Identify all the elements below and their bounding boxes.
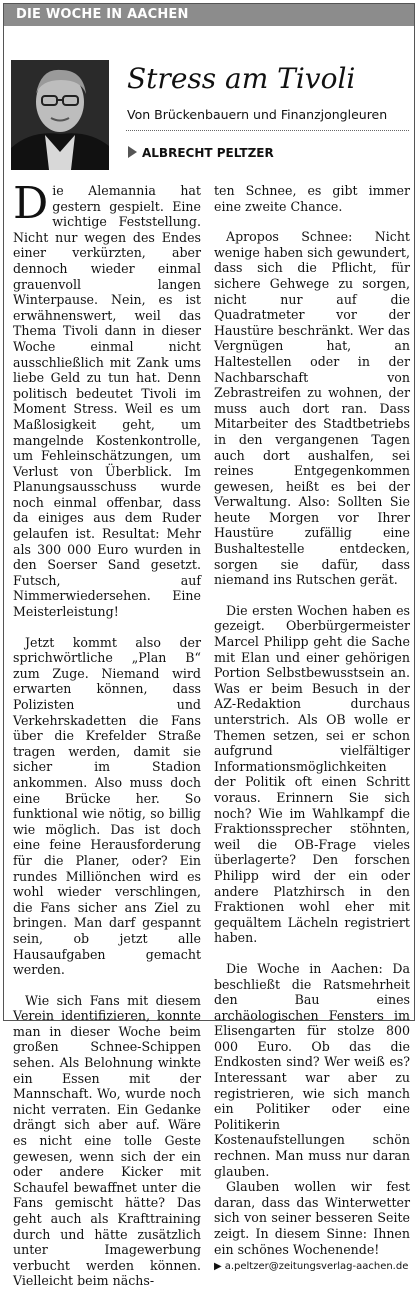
paragraph: ten Schnee, es gibt immer eine zweite Chance. (214, 183, 410, 214)
paragraph: Apropos Schnee: Nicht wenige haben sich gewundert, dass sich die Pflicht, für sichere Gehwege zu sorgen, nicht nur auf die Quadratmeter vor der Haustüre beschränkt. Wer das Vergnügen hat, an Haltestellen oder in der Nachbarschaft von Zebrastreifen zu wohnen, der muss auch dort ran. Dass Mitarbeiter des Stadtbetriebs in den vergangenen Tagen auch dort aushalfen, sei reines Entgegenkommen gewesen, heißt es bei der Verwaltung. Also: Sollten Sie heute Morgen vor Ihrer Haustüre zufällig eine Bushaltestelle entdecken, sorgen sie dafür, dass niemand ins Rutschen gerät. (214, 229, 410, 588)
drop-cap: D (13, 178, 49, 229)
author-byline (128, 146, 274, 160)
paragraph: Jetzt kommt also der sprichwörtliche „Plan B“ zum Zuge. Niemand wird erwarten können, dass Polizisten und Verkehrskadetten die Fans über die Krefelder Straße tragen werden, damit sie sicher im Stadion ankommen. Also muss doch eine Brücke her. So funktional wie nötig, so billig wie möglich. Das ist doch eine feine Herausforderung für die Planer, oder? Ein rundes Milliönchen wird es wohl wieder verschlingen, die Fans sicher ans Ziel zu bringen. Man darf gespannt sein, ob jetzt alle Hausaufgaben gemacht werden. (13, 634, 201, 978)
column-left (13, 178, 201, 1289)
author-email[interactable]: ▶ a.peltzer@zeitungsverlag-aachen.de (214, 1261, 409, 1273)
column-right (214, 183, 410, 1275)
section-banner (4, 4, 414, 26)
arrow-icon: ▶ (214, 1261, 222, 1273)
paragraph: Glauben wollen wir fest daran, dass das Winterwetter sich von seiner besseren Seite zeigt. In diesem Sinne: Ihnen ein schönes Wochenende! (214, 1179, 410, 1257)
divider (126, 130, 409, 131)
paragraph: Die Woche in Aachen: Da beschließt die Ratsmehrheit den Bau eines archäologischen Fensters im Elisengarten für stolze 800 000 Euro. Ob das die Endkosten sind? Wer weiß es? Interessant war aber zu registrieren, wie sich manch ein Politiker oder eine Politikerin Kostenaufstellungen schön rechnen. Man muss nur daran glauben. (214, 960, 410, 1179)
author-photo (11, 60, 109, 170)
article-title: Stress am Tivoli (127, 62, 356, 95)
section-title: DIE WOCHE IN AACHEN (16, 7, 189, 22)
paragraph: Die Alemannia hat gestern gespielt. Eine wichtige Feststellung. Nicht nur wegen des Endes einer verkürzten, aber dennoch wieder einmal grauenvoll langen Winterpause. Nein, es ist erwähnenswert, weil das Thema Tivoli dann in dieser Woche einmal nicht ausschließlich mit Zank ums liebe Geld zu tun hat. Denn politisch bedeutet Tivoli im Moment Stress. Weil es um Maßlosigkeit geht, um mangelnde Kostenkontrolle, um Fehleinschätzungen, um Verlust von Überblick. Im Planungsausschuss wurde noch einmal offenbar, dass da einiges aus dem Ruder gelaufen ist. Resultat: Mehr als 300 000 Euro wurden in den Soerser Sand gesetzt. Futsch, auf Nimmerwiedersehen. Eine Meisterleistung! (13, 178, 201, 620)
author-name: ALBRECHT PELTZER (142, 146, 274, 160)
paragraph: Wie sich Fans mit diesem Verein identifizieren, konnte man in dieser Woche beim großen Schnee-Schippen sehen. Als Belohnung winkte ein Essen mit der Mannschaft. Wo, wurde noch nicht verraten. Ein Gedanke drängt sich aber auf. Wäre es nicht eine tolle Geste gewesen, wenn sich der ein oder andere Kicker mit Schaufel bewaffnet unter die Fans gemischt hätte? Das geht auch als Krafttraining durch und hätte zusätzlich unter Imagewerbung verbucht werden können. Vielleicht beim nächs- (13, 992, 201, 1289)
triangle-icon (128, 146, 137, 158)
paragraph: Die ersten Wochen haben es gezeigt. Oberbürgermeister Marcel Philipp geht die Sache mit Elan und einer gehörigen Portion Selbstbewusstsein an. Was er beim Besuch in der AZ-Redaktion durchaus unterstrich. Als OB wolle er Themen setzen, sei er schon aufgrund vielfältiger Informationsmöglichkeiten der Politik oft einen Schritt voraus. Erinnern Sie sich noch? Wie im Wahlkampf die Fraktionssprecher stöhnten, weil die OB-Frage vieles überlagerte? Den forschen Philipp wird der ein oder andere Platzhirsch in den Fraktionen wohl eher mit gequältem Lächeln registriert haben. (214, 602, 410, 946)
article-subtitle: Von Brückenbauern und Finanzjongleuren (127, 107, 388, 122)
